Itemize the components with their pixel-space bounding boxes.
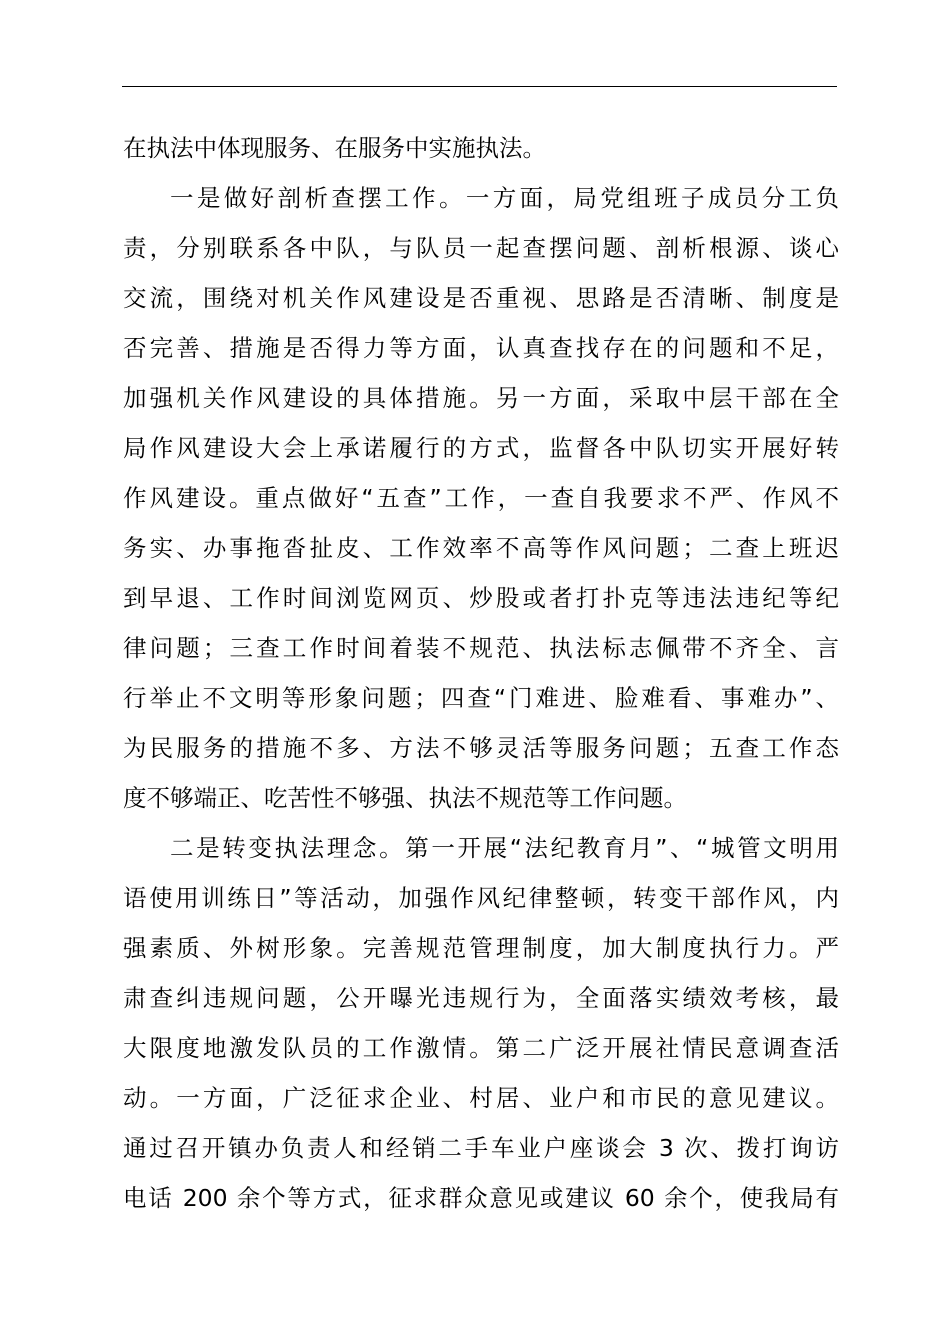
text-line: 加强机关作风建设的具体措施。另一方面，采取中层干部在全 [123, 384, 839, 412]
text-line: 到早退、工作时间浏览网页、炒股或者打扑克等违法违纪等纪 [123, 584, 839, 612]
text-line: 动。一方面，广泛征求企业、村居、业户和市民的意见建议。 [123, 1084, 839, 1112]
text-line: 度不够端正、吃苦性不够强、执法不规范等工作问题。 [123, 784, 687, 812]
text-line: 语使用训练日”等活动，加强作风纪律整顿，转变干部作风，内 [123, 884, 839, 912]
text-line: 交流，围绕对机关作风建设是否重视、思路是否清晰、制度是 [123, 284, 839, 312]
text-line: 责，分别联系各中队，与队员一起查摆问题、剖析根源、谈心 [123, 234, 839, 262]
text-line: 通过召开镇办负责人和经销二手车业户座谈会 3 次、拨打询访 [123, 1134, 839, 1162]
text-line: 务实、办事拖沓扯皮、工作效率不高等作风问题；二查上班迟 [123, 534, 839, 562]
text-line: 电话 200 余个等方式，征求群众意见或建议 60 余个，使我局有 [123, 1184, 839, 1212]
text-line: 作风建设。重点做好“五查”工作，一查自我要求不严、作风不 [123, 484, 839, 512]
text-line: 强素质、外树形象。完善规范管理制度，加大制度执行力。严 [123, 934, 839, 962]
paragraph-1-first-line: 一是做好剖析查摆工作。一方面，局党组班子成员分工负 [170, 184, 839, 212]
text-line: 为民服务的措施不多、方法不够灵活等服务问题；五查工作态 [123, 734, 839, 762]
paragraph-2-first-line: 二是转变执法理念。第一开展“法纪教育月”、“城管文明用 [170, 834, 839, 862]
text-line: 行举止不文明等形象问题；四查“门难进、脸难看、事难办”、 [123, 684, 839, 712]
text-line: 肃查纠违规问题，公开曝光违规行为，全面落实绩效考核，最 [123, 984, 839, 1012]
text-line: 否完善、措施是否得力等方面，认真查找存在的问题和不足， [123, 334, 839, 362]
text-line: 大限度地激发队员的工作激情。第二广泛开展社情民意调查活 [123, 1034, 839, 1062]
text-line: 在执法中体现服务、在服务中实施执法。 [123, 134, 546, 162]
text-line: 局作风建设大会上承诺履行的方式，监督各中队切实开展好转 [123, 434, 839, 462]
header-rule [122, 86, 837, 87]
text-line: 律问题；三查工作时间着装不规范、执法标志佩带不齐全、言 [123, 634, 839, 662]
